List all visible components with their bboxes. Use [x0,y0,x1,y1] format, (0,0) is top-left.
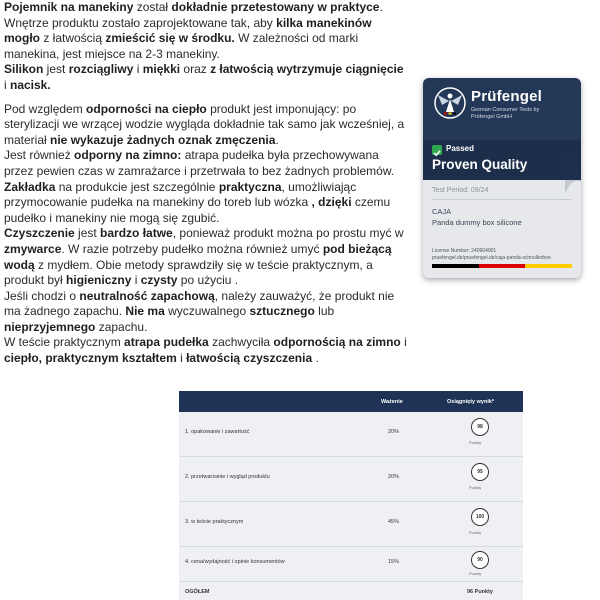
check-icon [432,145,442,155]
text-span: na produkcie jest szczególnie [55,179,219,194]
bold-text: neutralność zapachową [79,288,215,303]
quality-seal [423,78,581,278]
text-span: z łatwością [40,31,106,46]
seal-subtitle-line: Prüfengel GmbH [471,114,512,120]
text-span: z mydłem. Obie metody sprawdziły się w teście praktycznym, a produkt był [4,257,373,288]
score-unit: Punkty [469,485,482,490]
brand-name: CAJA [432,207,452,216]
text-span: Jest również [4,148,75,163]
row-weight: 20% [388,429,400,435]
score-unit: Punkty [469,571,482,576]
bold-text: nacisk. [10,77,51,92]
passed-label: Passed [446,144,475,153]
text-span: po użyciu . [177,273,239,288]
flag-gold [525,264,572,268]
seal-brand: Prüfengel [471,88,542,105]
row-weight: 45% [388,519,400,525]
score-circle: 95 [471,463,489,481]
table-row [179,502,523,547]
bold-text: atrapa pudełka [124,335,209,350]
bold-text: sztucznego [249,304,315,319]
bold-text: higieniczny [66,273,132,288]
paragraph-dummy-capacity [4,0,408,94]
text-span: i [133,62,143,77]
bold-text: rozciągliwy [68,62,134,77]
text-span: . W razie potrzeby pudełko można również umyć [61,241,323,256]
text-span: został [133,0,172,14]
divider [432,199,572,200]
text-span: Pod względem [4,101,87,116]
bold-text: bardzo łatwe [100,226,173,241]
text-span: W zależności od marki manekina, jest miejsce na 2-3 manekiny. [4,31,359,61]
bold-text: odporny na zimno: [74,148,182,163]
bold-text: praktyczna [218,179,282,194]
score-unit: Punkty [469,440,482,445]
bold-text: zmywarce [4,241,62,256]
flag-red [479,264,526,268]
bold-text: kilka manekinów mogło [4,15,372,46]
row-weight: 15% [388,559,400,565]
text-span: , należy zauważyć, że produkt nie ma żadnego zapachu. [4,288,395,319]
product-name: Panda dummy box silicone [432,218,522,227]
paragraph-heat-cold [4,102,408,367]
bold-text: miękki [142,62,181,77]
text-span: zapachu. [95,319,148,334]
text-span: Jeśli chodzi o [4,288,80,303]
bold-text: nieprzyjemnego [4,319,96,334]
license-number: License Number: 240904001 [432,248,497,254]
header-weight: Ważenie [381,399,403,405]
flag-black [432,264,479,268]
text-span: , ponieważ produkt można po prostu myć w [172,226,404,241]
score-circle: 100 [471,508,489,526]
text-span: i [4,77,10,92]
text-span: Wnętrze produktu zostało zaprojektowane tak, aby [4,15,277,30]
license-url: pruefengel.de/pruefengel.de/caja-panda-schnullerbox- [432,254,553,261]
row-category: 1. opakowanie i zawartość [185,429,250,435]
total-row [179,582,523,600]
license-info [432,248,577,261]
angel-logo-icon [433,86,467,120]
test-period: Test Period: 09/24 [432,187,489,194]
score-unit: Punkty [469,530,482,535]
bold-text: dokładnie przetestowany w praktyce [171,0,380,14]
text-span: . [275,132,279,147]
bold-text: ciepło, praktycznym kształtem [4,351,177,366]
seal-subtitle-line: German Consumer Tests by [471,107,540,113]
total-label: OGÓŁEM [185,589,210,595]
bold-text: odpornością na zimno [273,335,401,350]
text-span: . [312,351,319,366]
product-description [4,0,408,367]
header-result: Osiągnięty wynik* [447,399,495,405]
score-circle: 90 [471,551,489,569]
table-row [179,547,523,582]
bold-text: Pojemnik na manekiny [4,0,134,14]
text-span: produkt jest imponujący: po sterylizacji we wrzącej wodzie wygląda dokładnie tak samo jak wcześniej, a materiał [4,101,405,147]
score-circle: 98 [471,418,489,436]
bold-text: , dzięki [311,195,352,210]
rating-table [179,391,523,600]
row-category: 4. cena/wydajność i opinie konsumentów [185,559,285,565]
bold-text: nie wykazuje żadnych oznak zmęczenia [50,132,276,147]
bold-text: pod bieżącą wodą [4,241,392,272]
table-header [179,391,523,412]
bold-text: czysty [140,273,178,288]
bold-text: Silikon [4,62,44,77]
seal-brand-subtitle [471,107,571,121]
bold-text: zmieścić się w środku. [105,31,235,46]
text-span: i [400,335,407,350]
bold-text: Zakładka [4,179,56,194]
bold-text: odporności na ciepło [86,101,207,116]
text-span: jest [43,62,69,77]
bold-text: łatwością czyszczenia [186,351,313,366]
text-span: zachwyciła [208,335,274,350]
text-span: jest [74,226,101,241]
row-category: 3. w teście praktycznym [185,519,244,525]
bold-text: Nie ma [125,304,165,319]
text-span: i [131,273,141,288]
proven-quality-label: Proven Quality [432,157,528,172]
text-span: czemu pudełko i manekiny nie mogą się zgubić. [4,195,391,225]
seal-header [423,78,581,140]
text-span: atrapa pudełka była przechowywana przez pewien czas w zamrażarce i przetrwała to bez żadnych problemów. [4,148,395,178]
row-category: 2. przetwarzanie i wygląd produktu [185,474,270,480]
bold-text: Czyszczenie [4,226,75,241]
text-span: , umożliwiając przymocowanie pudełka na manekiny do toreb lub wózka [4,179,357,210]
text-span: i [176,351,187,366]
text-span: lub [314,304,335,319]
text-span: oraz [180,62,211,77]
german-flag-stripe [432,264,572,268]
total-value: 96 Punkty [467,589,493,595]
text-span: W teście praktycznym [4,335,125,350]
bold-text: z łatwością wytrzymuje ciągnięcie [210,62,404,77]
text-span: . [379,0,383,14]
table-row [179,412,523,457]
row-weight: 20% [388,474,400,480]
text-span: wyczuwalnego [164,304,250,319]
table-row [179,457,523,502]
